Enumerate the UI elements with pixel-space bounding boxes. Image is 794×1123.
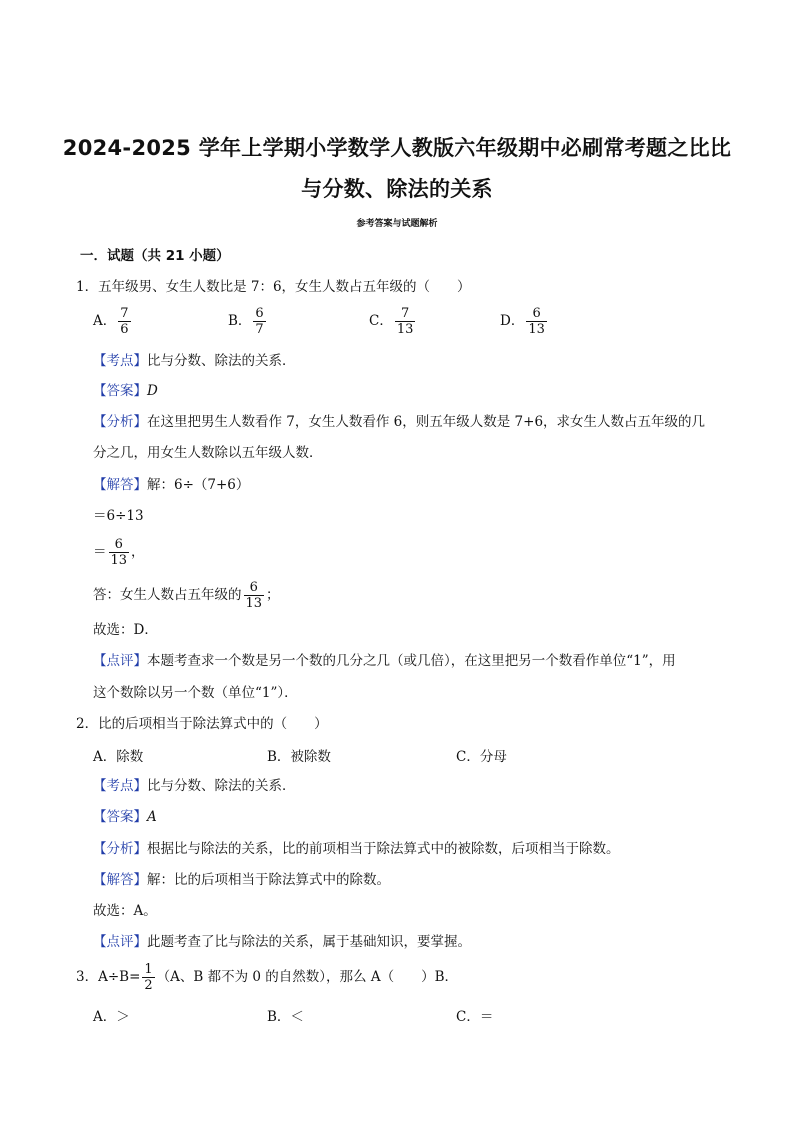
- q2-stem: 2．比的后项相当于除法算式中的（ ）: [76, 716, 328, 732]
- q3-option-a: A．＞: [93, 1009, 130, 1025]
- q3-option-c: C．＝: [456, 1009, 494, 1025]
- q2-answer: 【答案】A: [93, 809, 157, 825]
- q2-option-c: C．分母: [456, 749, 507, 765]
- page-title: 2024-2025 学年上学期小学数学人教版六年级期中必刷常考题之比比与分数、除法的关系: [62, 136, 732, 201]
- q1-stem: 1．五年级男、女生人数比是 7：6，女生人数占五年级的（ ）: [76, 279, 471, 295]
- fraction: $\frac{6}{7}$: [255, 306, 264, 337]
- q2-fenxi: 【分析】根据比与除法的关系，比的前项相当于除法算式中的被除数，后项相当于除数。: [93, 841, 620, 857]
- q1-option-c: C． $\frac{7}{13}$: [369, 306, 414, 337]
- q2-dianping: 【点评】此题考查了比与除法的关系，属于基础知识，要掌握。: [93, 934, 471, 950]
- q2-kaodian: 【考点】比与分数、除法的关系．: [93, 778, 296, 794]
- q2-option-a: A．除数: [93, 749, 144, 765]
- q2-option-b: B．被除数: [267, 749, 331, 765]
- fraction: $\frac{6}{13}$: [528, 306, 545, 337]
- fraction: $\frac{7}{6}$: [120, 306, 129, 337]
- q1-option-d: D． $\frac{6}{13}$: [500, 306, 545, 337]
- q1-option-b: B． $\frac{6}{7}$: [228, 306, 264, 337]
- q1-fenxi-line2: 分之几，用女生人数除以五年级人数．: [93, 445, 323, 461]
- page-subtitle: 参考答案与试题解析: [356, 219, 438, 229]
- q1-jieda: 【解答】解：6÷（7+6）: [93, 477, 250, 493]
- q3-stem: 3．A÷B= $\frac{1}{2}$ （A、B 都不为 0 的自然数），那么 A（ ）B．: [76, 962, 459, 993]
- fraction: $\frac{6}{13}$: [110, 537, 128, 568]
- fraction: $\frac{7}{13}$: [396, 306, 414, 337]
- q1-kaodian: 【考点】比与分数、除法的关系．: [93, 353, 296, 369]
- q1-step2: ＝ $\frac{6}{13}$ ，: [93, 537, 145, 568]
- q2-jieda: 【解答】解：比的后项相当于除法算式中的除数。: [93, 872, 390, 888]
- q1-choose: 故选：D．: [93, 622, 158, 638]
- q1-answer: 【答案】D: [93, 383, 158, 399]
- q1-fenxi-line1: 【分析】在这里把男生人数看作 7，女生人数看作 6，则五年级人数是 7+6，求女生人数占五年级的几: [93, 414, 706, 430]
- q1-dianping-line1: 【点评】本题考查求一个数是另一个数的几分之几（或几倍），在这里把另一个数看作单位“1”，用: [93, 653, 676, 669]
- q1-answer-statement: 答：女生人数占五年级的 $\frac{6}{13}$ ；: [93, 580, 280, 611]
- q3-option-b: B．＜: [267, 1009, 304, 1025]
- section-header: 一．试题（共 21 小题）: [80, 248, 230, 264]
- q1-option-a: A． $\frac{7}{6}$: [93, 306, 129, 337]
- fraction: $\frac{6}{13}$: [245, 580, 263, 611]
- q1-dianping-line2: 这个数除以另一个数（单位“1”）．: [93, 685, 298, 701]
- fraction: $\frac{1}{2}$: [144, 962, 153, 993]
- q1-step1: ＝6÷13: [93, 508, 144, 524]
- q2-choose: 故选：A。: [93, 903, 157, 919]
